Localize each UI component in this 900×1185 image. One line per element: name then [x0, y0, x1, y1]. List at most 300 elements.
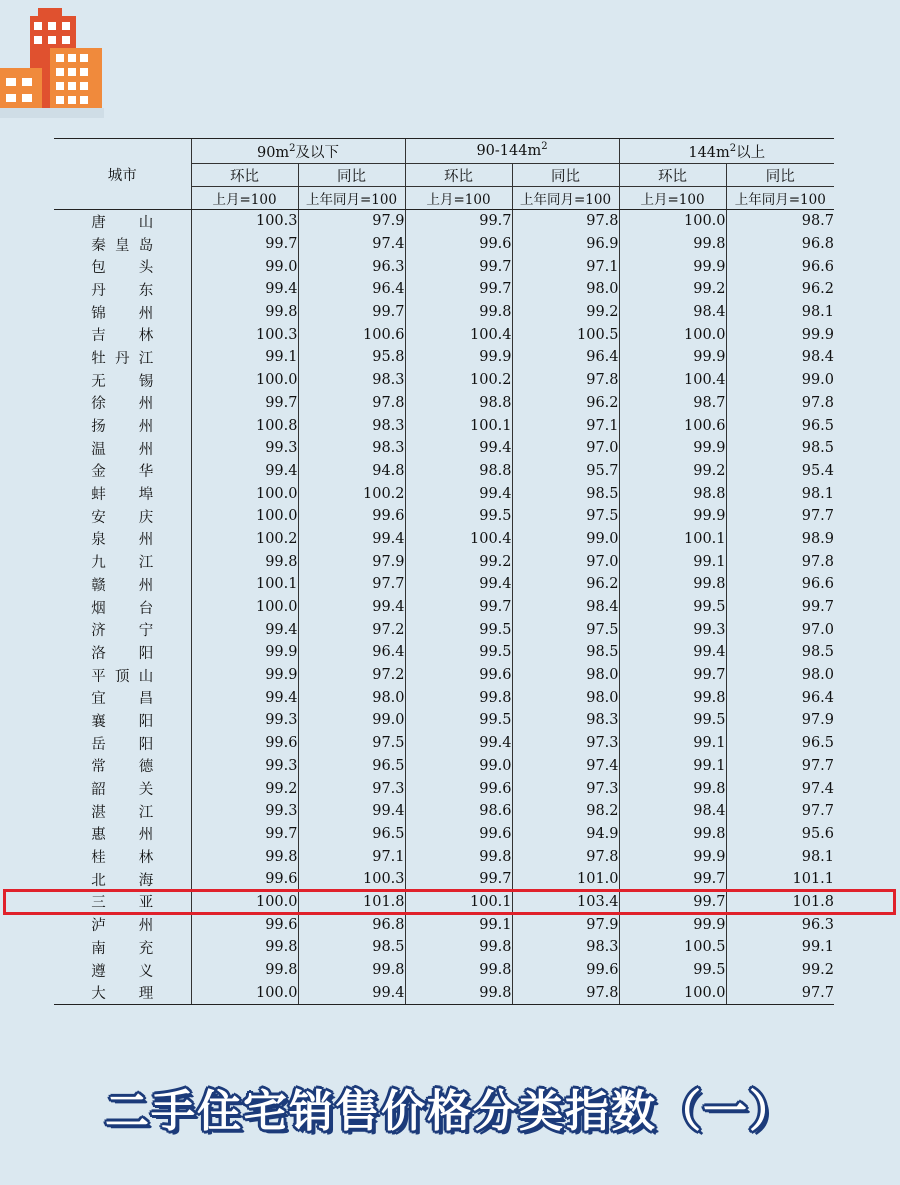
index-value: 99.9: [619, 255, 726, 278]
index-value: 99.5: [405, 618, 512, 641]
index-value: 99.2: [726, 959, 834, 982]
table-row: [54, 618, 834, 641]
index-value: 99.8: [191, 550, 298, 573]
index-value: 99.5: [405, 505, 512, 528]
index-value: 99.4: [405, 573, 512, 596]
table-row: [54, 573, 834, 596]
index-value: 100.2: [405, 369, 512, 392]
table-row: [54, 981, 834, 1004]
city-label: 吉林: [91, 328, 154, 345]
index-value: 100.0: [619, 323, 726, 346]
index-value: 97.1: [298, 845, 405, 868]
index-value: 95.7: [512, 460, 619, 483]
table-row: [54, 641, 834, 664]
index-value: 99.8: [405, 959, 512, 982]
index-value: 100.6: [298, 323, 405, 346]
table-row: [54, 686, 834, 709]
table-row: [54, 709, 834, 732]
city-name: [54, 596, 191, 619]
index-value: 101.0: [512, 868, 619, 891]
table-row: [54, 301, 834, 324]
index-value: 97.3: [512, 777, 619, 800]
index-value: 98.8: [619, 482, 726, 505]
index-value: 96.8: [726, 233, 834, 256]
city-label: 九江: [91, 555, 154, 572]
table-row: [54, 255, 834, 278]
index-value: 97.7: [726, 755, 834, 778]
index-value: 98.3: [298, 437, 405, 460]
index-value: 99.6: [298, 505, 405, 528]
table-row: [54, 505, 834, 528]
city-name: [54, 800, 191, 823]
index-value: 97.7: [726, 505, 834, 528]
index-value: 99.0: [726, 369, 834, 392]
base-header-last-month: 上月=100: [191, 187, 298, 210]
index-value: 96.6: [726, 573, 834, 596]
index-value: 99.8: [405, 686, 512, 709]
index-value: 99.8: [619, 686, 726, 709]
index-value: 96.4: [298, 278, 405, 301]
index-value: 100.0: [619, 210, 726, 233]
index-value: 99.0: [298, 709, 405, 732]
index-value: 96.5: [298, 755, 405, 778]
index-value: 99.7: [405, 255, 512, 278]
index-value: 98.0: [726, 664, 834, 687]
city-label: 赣州: [91, 577, 154, 594]
index-value: 100.1: [405, 414, 512, 437]
index-value: 99.6: [512, 959, 619, 982]
logo-base: [0, 108, 104, 118]
index-value: 99.1: [191, 346, 298, 369]
index-value: 95.8: [298, 346, 405, 369]
index-value: 99.9: [619, 437, 726, 460]
index-value: 98.3: [512, 709, 619, 732]
group-header-over-144: $144m^2$以上: [619, 139, 834, 164]
index-value: 99.8: [619, 573, 726, 596]
index-value: 99.2: [405, 550, 512, 573]
index-value: 96.5: [298, 823, 405, 846]
index-value: 98.1: [726, 845, 834, 868]
index-value: 100.4: [405, 323, 512, 346]
city-label: 牡丹江: [91, 350, 154, 367]
index-value: 99.0: [405, 755, 512, 778]
index-value: 99.9: [619, 845, 726, 868]
city-label: 襄阳: [91, 713, 154, 730]
table-row: [54, 755, 834, 778]
index-value: 99.4: [298, 800, 405, 823]
city-label: 岳阳: [91, 736, 154, 753]
index-value: 100.0: [191, 505, 298, 528]
index-value: 99.8: [405, 981, 512, 1004]
city-label: 唐山: [91, 214, 154, 231]
table-row: [54, 369, 834, 392]
city-name: [54, 959, 191, 982]
index-value: 99.2: [619, 278, 726, 301]
index-value: 94.8: [298, 460, 405, 483]
city-label: 济宁: [91, 623, 154, 640]
city-label: 锦州: [91, 305, 154, 322]
index-value: 99.3: [619, 618, 726, 641]
index-value: 100.1: [405, 891, 512, 914]
index-value: 98.5: [512, 641, 619, 664]
city-label: 大理: [91, 986, 154, 1003]
index-value: 99.7: [298, 301, 405, 324]
index-value: 99.9: [191, 641, 298, 664]
index-value: 99.8: [619, 777, 726, 800]
index-value: 100.3: [191, 323, 298, 346]
index-value: 99.4: [298, 596, 405, 619]
city-label: 常德: [91, 759, 154, 776]
table-row: [54, 414, 834, 437]
index-value: 98.6: [405, 800, 512, 823]
city-name: [54, 641, 191, 664]
city-header: 城市: [54, 139, 191, 210]
index-value: 99.6: [405, 233, 512, 256]
index-value: 99.8: [405, 301, 512, 324]
index-value: 99.4: [298, 981, 405, 1004]
index-value: 97.4: [726, 777, 834, 800]
index-value: 97.3: [512, 732, 619, 755]
city-label: 桂林: [91, 850, 154, 867]
index-value: 99.8: [191, 959, 298, 982]
city-name: [54, 505, 191, 528]
index-value: 98.3: [512, 936, 619, 959]
index-value: 99.8: [191, 845, 298, 868]
sub-header-yoy: 同比: [298, 164, 405, 187]
index-value: 98.9: [726, 528, 834, 551]
index-value: 100.0: [191, 482, 298, 505]
index-value: 99.5: [619, 596, 726, 619]
index-value: 97.3: [298, 777, 405, 800]
city-name: [54, 891, 191, 914]
table-row: [54, 845, 834, 868]
index-value: 100.0: [191, 891, 298, 914]
group-header-under-90: $90m^2$及以下: [191, 139, 405, 164]
index-value: 100.1: [191, 573, 298, 596]
index-value: 98.2: [512, 800, 619, 823]
index-value: 100.0: [191, 596, 298, 619]
index-value: 99.4: [191, 686, 298, 709]
index-value: 96.4: [726, 686, 834, 709]
index-value: 99.3: [191, 709, 298, 732]
index-value: 99.0: [191, 255, 298, 278]
index-value: 98.8: [405, 460, 512, 483]
index-value: 96.5: [726, 414, 834, 437]
index-value: 99.1: [619, 732, 726, 755]
table-row: [54, 664, 834, 687]
index-value: 99.6: [405, 664, 512, 687]
index-value: 99.8: [298, 959, 405, 982]
index-value: 100.8: [191, 414, 298, 437]
index-value: 99.4: [191, 618, 298, 641]
table-row: [54, 936, 834, 959]
index-value: 97.2: [298, 618, 405, 641]
index-value: 100.1: [619, 528, 726, 551]
index-value: 98.0: [512, 686, 619, 709]
table-row: [54, 528, 834, 551]
city-name: [54, 755, 191, 778]
city-label: 丹东: [91, 282, 154, 299]
index-value: 100.6: [619, 414, 726, 437]
index-value: 97.5: [512, 618, 619, 641]
city-name: [54, 664, 191, 687]
index-value: 99.3: [191, 800, 298, 823]
city-name: [54, 936, 191, 959]
index-value: 99.9: [619, 505, 726, 528]
table-row: [54, 913, 834, 936]
index-value: 99.2: [191, 777, 298, 800]
index-value: 100.4: [619, 369, 726, 392]
city-label: 温州: [91, 441, 154, 458]
index-value: 95.4: [726, 460, 834, 483]
city-label: 泸州: [91, 918, 154, 935]
index-value: 99.4: [619, 641, 726, 664]
base-header-last-year: 上年同月=100: [726, 187, 834, 210]
table-row: [54, 346, 834, 369]
index-value: 100.0: [191, 981, 298, 1004]
city-name: [54, 913, 191, 936]
index-value: 99.8: [191, 936, 298, 959]
index-value: 97.4: [512, 755, 619, 778]
index-value: 99.7: [619, 664, 726, 687]
city-label: 北海: [91, 872, 154, 889]
city-name: [54, 618, 191, 641]
base-header-last-month: 上月=100: [619, 187, 726, 210]
city-label: 烟台: [91, 600, 154, 617]
city-label: 泉州: [91, 532, 154, 549]
sub-header-mom: 环比: [191, 164, 298, 187]
index-value: 101.8: [298, 891, 405, 914]
index-value: 97.8: [512, 210, 619, 233]
city-name: [54, 437, 191, 460]
city-name: [54, 709, 191, 732]
index-value: 96.9: [512, 233, 619, 256]
index-value: 97.7: [726, 800, 834, 823]
page-title: 二手住宅销售价格分类指数（一）: [105, 1086, 795, 1137]
index-value: 97.9: [726, 709, 834, 732]
index-value: 98.5: [726, 641, 834, 664]
index-value: 99.9: [619, 346, 726, 369]
index-value: 99.8: [191, 301, 298, 324]
city-label: 包头: [91, 260, 154, 277]
index-value: 99.5: [619, 959, 726, 982]
index-value: 99.7: [191, 233, 298, 256]
index-value: 99.4: [405, 732, 512, 755]
index-value: 96.5: [726, 732, 834, 755]
index-value: 99.2: [619, 460, 726, 483]
index-value: 98.5: [512, 482, 619, 505]
index-value: 99.5: [405, 641, 512, 664]
city-name: [54, 732, 191, 755]
index-value: 97.8: [512, 845, 619, 868]
index-value: 99.4: [405, 437, 512, 460]
index-value: 97.8: [726, 550, 834, 573]
index-value: 97.4: [298, 233, 405, 256]
city-name: [54, 301, 191, 324]
index-value: 98.0: [298, 686, 405, 709]
index-value: 99.1: [726, 936, 834, 959]
city-name: [54, 777, 191, 800]
index-value: 99.4: [298, 528, 405, 551]
city-label: 金华: [91, 464, 154, 481]
sub-header-yoy: 同比: [512, 164, 619, 187]
index-value: 99.7: [619, 891, 726, 914]
city-label: 宜昌: [91, 691, 154, 708]
city-name: [54, 981, 191, 1004]
index-value: 98.4: [512, 596, 619, 619]
table-row: [54, 323, 834, 346]
index-value: 99.9: [191, 664, 298, 687]
table-row: [54, 210, 834, 233]
index-value: 96.2: [726, 278, 834, 301]
city-name: [54, 255, 191, 278]
index-value: 99.9: [405, 346, 512, 369]
table-row: [54, 777, 834, 800]
city-label: 安庆: [91, 509, 154, 526]
index-value: 97.7: [726, 981, 834, 1004]
index-value: 97.8: [512, 369, 619, 392]
index-value: 98.3: [298, 414, 405, 437]
city-name: [54, 550, 191, 573]
index-value: 98.7: [619, 392, 726, 415]
index-value: 100.5: [619, 936, 726, 959]
index-value: 95.6: [726, 823, 834, 846]
index-value: 97.9: [512, 913, 619, 936]
city-label: 三亚: [91, 895, 154, 912]
city-label: 扬州: [91, 419, 154, 436]
index-value: 97.1: [512, 255, 619, 278]
index-value: 94.9: [512, 823, 619, 846]
base-header-last-month: 上月=100: [405, 187, 512, 210]
base-header-last-year: 上年同月=100: [298, 187, 405, 210]
table-row: [54, 868, 834, 891]
city-label: 无锡: [91, 373, 154, 390]
city-label: 惠州: [91, 827, 154, 844]
city-name: [54, 823, 191, 846]
city-name: [54, 482, 191, 505]
index-value: 98.5: [726, 437, 834, 460]
index-value: 98.5: [298, 936, 405, 959]
index-value: 98.1: [726, 301, 834, 324]
index-value: 99.7: [405, 596, 512, 619]
index-value: 99.7: [191, 823, 298, 846]
city-name: [54, 460, 191, 483]
index-value: 97.1: [512, 414, 619, 437]
city-label: 南充: [91, 940, 154, 957]
city-name: [54, 369, 191, 392]
city-name: [54, 346, 191, 369]
city-label: 平顶山: [91, 668, 154, 685]
city-label: 秦皇岛: [91, 237, 154, 254]
index-value: 99.8: [405, 845, 512, 868]
index-value: 96.2: [512, 573, 619, 596]
index-value: 99.7: [405, 210, 512, 233]
index-value: 99.8: [405, 936, 512, 959]
index-value: 97.5: [298, 732, 405, 755]
base-header-last-year: 上年同月=100: [512, 187, 619, 210]
table-row: [54, 596, 834, 619]
index-value: 98.3: [298, 369, 405, 392]
index-value: 96.4: [298, 641, 405, 664]
city-label: 遵义: [91, 963, 154, 980]
index-value: 100.0: [619, 981, 726, 1004]
index-value: 100.3: [298, 868, 405, 891]
index-value: 98.4: [726, 346, 834, 369]
index-value: 97.8: [726, 392, 834, 415]
index-value: 99.3: [191, 437, 298, 460]
index-value: 100.2: [298, 482, 405, 505]
index-value: 99.1: [405, 913, 512, 936]
city-name: [54, 868, 191, 891]
city-name: [54, 392, 191, 415]
table-row: [54, 959, 834, 982]
city-label: 徐州: [91, 396, 154, 413]
table-row: [54, 278, 834, 301]
city-name: [54, 414, 191, 437]
index-value: 98.0: [512, 664, 619, 687]
index-value: 99.1: [619, 755, 726, 778]
table-row: [54, 823, 834, 846]
index-value: 96.8: [298, 913, 405, 936]
index-value: 99.5: [405, 709, 512, 732]
index-value: 98.7: [726, 210, 834, 233]
index-value: 100.0: [191, 369, 298, 392]
index-value: 97.0: [512, 437, 619, 460]
sub-header-yoy: 同比: [726, 164, 834, 187]
city-label: 蚌埠: [91, 487, 154, 504]
price-index-table: [54, 138, 834, 1005]
index-value: 99.6: [191, 868, 298, 891]
index-value: 96.4: [512, 346, 619, 369]
index-value: 100.4: [405, 528, 512, 551]
index-value: 96.6: [726, 255, 834, 278]
index-value: 97.9: [298, 550, 405, 573]
index-value: 100.2: [191, 528, 298, 551]
index-value: 101.8: [726, 891, 834, 914]
city-name: [54, 233, 191, 256]
index-value: 99.7: [191, 392, 298, 415]
index-value: 99.6: [405, 823, 512, 846]
table-row: [54, 482, 834, 505]
index-value: 99.9: [619, 913, 726, 936]
index-value: 99.4: [191, 460, 298, 483]
index-value: 103.4: [512, 891, 619, 914]
index-value: 96.3: [726, 913, 834, 936]
index-value: 99.9: [726, 323, 834, 346]
index-value: 99.7: [726, 596, 834, 619]
table-row: [54, 437, 834, 460]
index-value: 99.4: [405, 482, 512, 505]
index-value: 97.9: [298, 210, 405, 233]
group-header-90-144: $90-144m^2$: [405, 139, 619, 164]
index-value: 99.8: [619, 823, 726, 846]
index-value: 99.4: [191, 278, 298, 301]
index-value: 97.8: [298, 392, 405, 415]
city-label: 韶关: [91, 782, 154, 799]
index-value: 96.2: [512, 392, 619, 415]
index-value: 99.7: [405, 278, 512, 301]
index-value: 99.7: [619, 868, 726, 891]
city-name: [54, 323, 191, 346]
index-value: 100.3: [191, 210, 298, 233]
city-name: [54, 528, 191, 551]
index-value: 97.0: [726, 618, 834, 641]
index-value: 99.6: [191, 913, 298, 936]
table-row: [54, 800, 834, 823]
index-value: 98.1: [726, 482, 834, 505]
city-label: 湛江: [91, 804, 154, 821]
table-row: [54, 392, 834, 415]
